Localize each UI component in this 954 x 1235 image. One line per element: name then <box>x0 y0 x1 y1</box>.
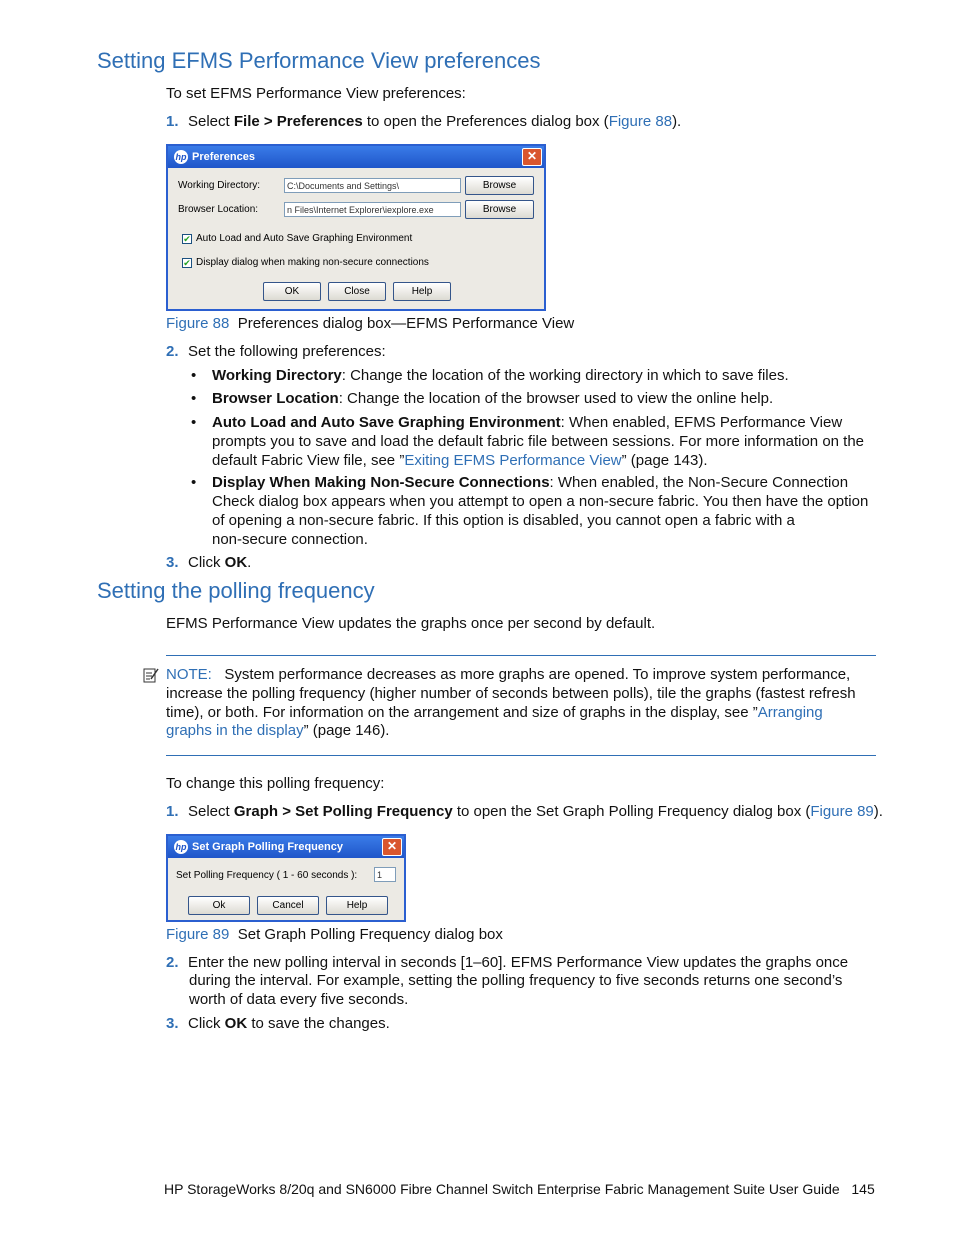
step-number: 1. <box>166 113 179 130</box>
change-intro-text: To change this polling frequency: <box>166 775 385 792</box>
display-dialog-checkbox[interactable]: ✔ <box>183 258 191 268</box>
step-1: 1. Select File > Preferences to open the Preferences dialog box (Figure 88). <box>166 113 682 130</box>
working-directory-input[interactable]: C:\Documents and Settings\ <box>284 178 461 193</box>
close-icon[interactable]: ✕ <box>382 838 402 856</box>
exiting-efms-link[interactable]: Exiting EFMS Performance View <box>404 452 622 469</box>
section-heading-preferences: Setting EFMS Performance View preferences <box>97 48 541 73</box>
dialog-title: Preferences <box>192 151 255 163</box>
polling-frequency-dialog <box>166 834 406 922</box>
display-dialog-label: Display dialog when making non-secure connections <box>196 257 429 268</box>
footer-text: HP StorageWorks 8/20q and SN6000 Fibre Channel Switch Enterprise Fabric Management Suite User Guide <box>164 1181 840 1197</box>
step-2: 2. Set the following preferences: <box>166 343 386 360</box>
close-button[interactable]: Close <box>328 282 386 301</box>
auto-load-label: Auto Load and Auto Save Graphing Environment <box>196 233 413 244</box>
polling-frequency-label: Set Polling Frequency ( 1 - 60 seconds ): <box>176 870 358 881</box>
arranging-graphs-link-continued[interactable]: graphs in the display <box>166 722 304 739</box>
figure-89-caption: Figure 89 Set Graph Polling Frequency dialog box <box>166 926 503 943</box>
browse-browser-location-button[interactable]: Browse <box>465 200 534 219</box>
auto-load-checkbox[interactable]: ✔ <box>183 234 191 244</box>
help-button[interactable]: Help <box>326 896 388 915</box>
preferences-dialog <box>166 144 546 311</box>
polling-step-1: 1. Select Graph > Set Polling Frequency to open the Set Graph Polling Frequency dialog box (Figure 89). <box>166 803 883 820</box>
figure-88-link[interactable]: Figure 88 <box>608 113 673 130</box>
polling-frequency-input[interactable]: 1 <box>374 867 396 882</box>
polling-step-3: 3. Click OK to save the changes. <box>166 1015 390 1032</box>
browser-location-input[interactable]: n Files\Internet Explorer\iexplore.exe <box>284 202 461 217</box>
page-footer <box>164 1180 875 1199</box>
hp-logo-icon: hp <box>175 842 187 853</box>
working-directory-label: Working Directory: <box>178 180 261 191</box>
browser-location-label: Browser Location: <box>178 204 259 215</box>
ok-button[interactable]: Ok <box>188 896 250 915</box>
figure-89-link[interactable]: Figure 89 <box>810 803 874 820</box>
polling-intro-text: EFMS Performance View updates the graphs once per second by default. <box>166 615 656 632</box>
intro-text: To set EFMS Performance View preferences: <box>166 85 466 102</box>
note-label: NOTE: <box>166 666 212 683</box>
note-icon <box>143 667 159 683</box>
figure-88-caption: Figure 88 Preferences dialog box—EFMS Performance View <box>166 315 575 332</box>
note-top-divider <box>166 655 876 656</box>
dialog-title: Set Graph Polling Frequency <box>192 841 343 853</box>
browse-working-directory-button[interactable]: Browse <box>465 176 534 195</box>
dialog-titlebar <box>168 836 404 858</box>
hp-logo-icon: hp <box>175 152 187 163</box>
note-bottom-divider <box>166 755 876 756</box>
step-3: 3. Click OK. <box>166 554 252 571</box>
page-number: 145 <box>851 1181 875 1197</box>
help-button[interactable]: Help <box>393 282 451 301</box>
dialog-titlebar <box>168 146 544 168</box>
close-icon[interactable]: ✕ <box>522 148 542 166</box>
arranging-graphs-link[interactable]: Arranging <box>757 704 823 721</box>
section-heading-polling: Setting the polling frequency <box>97 578 375 603</box>
cancel-button[interactable]: Cancel <box>257 896 319 915</box>
ok-button[interactable]: OK <box>263 282 321 301</box>
